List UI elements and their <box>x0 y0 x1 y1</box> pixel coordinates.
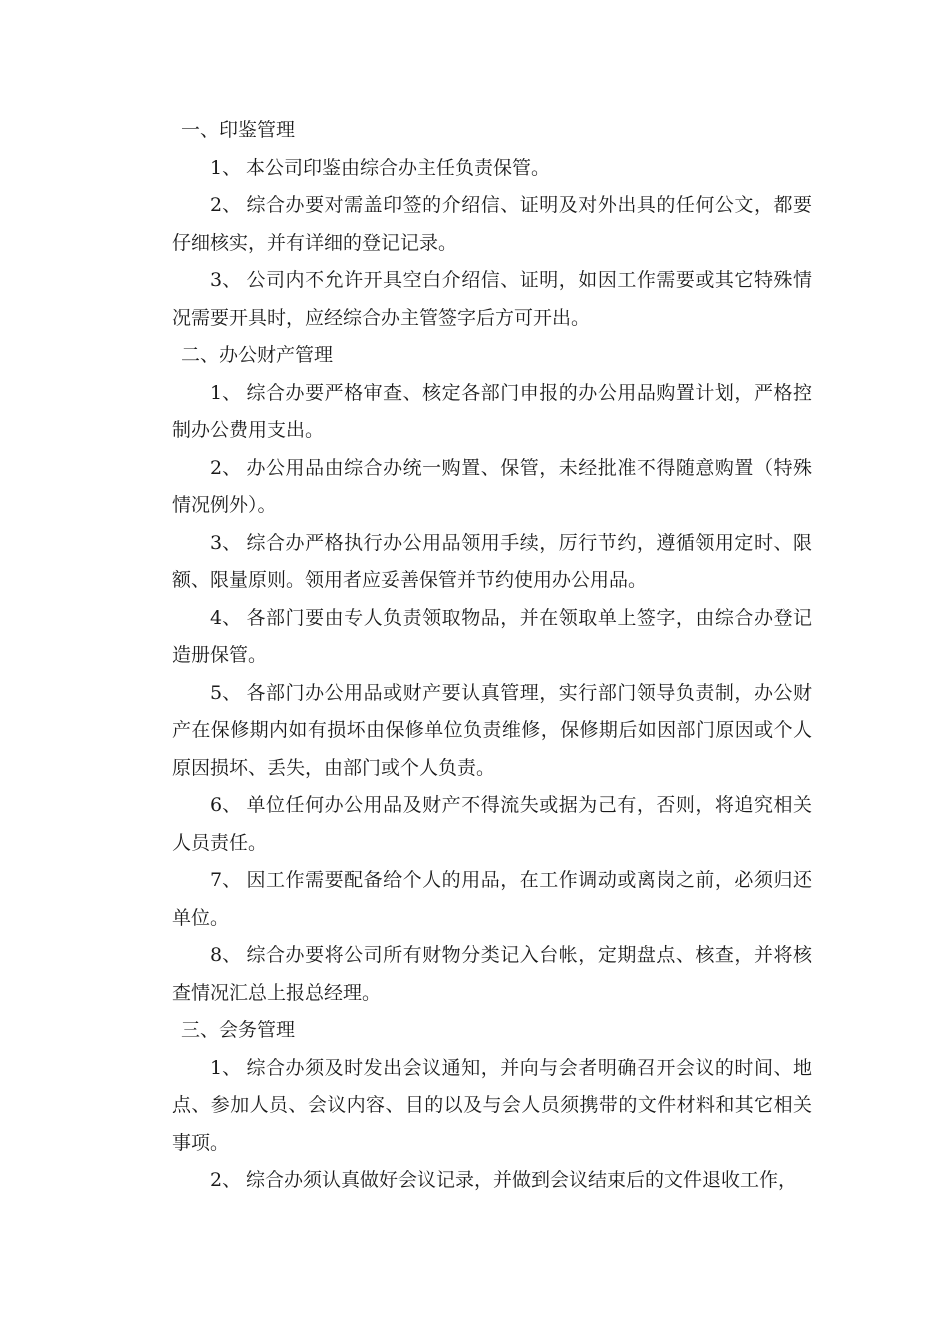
paragraph <box>172 187 812 262</box>
item-number: 3、 <box>210 531 242 554</box>
item-number: 2、 <box>210 194 242 216</box>
section-heading-meetings: 三、会务管理 <box>181 1019 296 1041</box>
paragraph <box>172 862 812 937</box>
paragraph <box>172 525 812 600</box>
paragraph-text: 公司内不允许开具空白介绍信、证明，如因工作需要或其它特殊情况需要开具时，应经综合办主管签字后方可开出。 <box>172 269 812 329</box>
paragraph-text: 综合办须认真做好会议记录，并做到会议结束后的文件退收工作， <box>246 1169 798 1191</box>
item-number: 1、 <box>210 1056 242 1079</box>
item-number: 2、 <box>210 456 242 479</box>
paragraph-text: 综合办严格执行办公用品领用手续，厉行节约，遵循领用定时、限额、限量原则。领用者应妥善保管并节约使用办公用品。 <box>172 531 812 591</box>
paragraph <box>172 937 812 1012</box>
paragraph <box>172 675 812 788</box>
paragraph-text: 各部门要由专人负责领取物品，并在领取单上签字，由综合办登记造册保管。 <box>172 606 812 666</box>
paragraph-text: 各部门办公用品或财产要认真管理，实行部门领导负责制，办公财产在保修期内如有损坏由保修单位负责维修，保修期后如因部门原因或个人原因损坏、丢失，由部门或个人负责。 <box>172 681 812 779</box>
item-number: 2、 <box>210 1169 242 1191</box>
item-number: 5、 <box>210 681 242 704</box>
paragraph <box>172 375 812 450</box>
paragraph <box>172 787 812 862</box>
paragraph <box>172 1162 812 1200</box>
item-number: 1、 <box>210 381 242 404</box>
item-number: 8、 <box>210 944 242 966</box>
paragraph <box>172 1050 812 1163</box>
document-body <box>172 112 812 1200</box>
item-number: 4、 <box>210 606 242 629</box>
item-number: 3、 <box>210 269 242 291</box>
paragraph-text: 单位任何办公用品及财产不得流失或据为己有，否则，将追究相关人员责任。 <box>172 794 812 854</box>
paragraph-text: 综合办要严格审查、核定各部门申报的办公用品购置计划，严格控制办公费用支出。 <box>172 381 812 441</box>
paragraph <box>172 600 812 675</box>
section-heading-property: 二、办公财产管理 <box>181 344 334 366</box>
paragraph-text: 综合办须及时发出会议通知，并向与会者明确召开会议的时间、地点、参加人员、会议内容、目的以及与会人员须携带的文件材料和其它相关事项。 <box>172 1056 812 1154</box>
paragraph-text: 综合办要将公司所有财物分类记入台帐，定期盘点、核查，并将核查情况汇总上报总经理。 <box>172 944 812 1004</box>
paragraph-text: 办公用品由综合办统一购置、保管，未经批准不得随意购置（特殊情况例外）。 <box>172 456 812 516</box>
paragraph <box>172 262 812 337</box>
paragraph-text: 综合办要对需盖印签的介绍信、证明及对外出具的任何公文，都要仔细核实，并有详细的登记记录。 <box>172 194 812 254</box>
section-heading-seal: 一、印鉴管理 <box>181 119 296 141</box>
paragraph-text: 因工作需要配备给个人的用品，在工作调动或离岗之前，必须归还单位。 <box>172 869 812 929</box>
item-number: 1、 <box>210 156 242 179</box>
item-number: 6、 <box>210 794 242 816</box>
item-number: 7、 <box>210 869 242 891</box>
paragraph <box>172 150 812 188</box>
paragraph <box>172 450 812 525</box>
paragraph-text: 本公司印鉴由综合办主任负责保管。 <box>246 156 551 179</box>
